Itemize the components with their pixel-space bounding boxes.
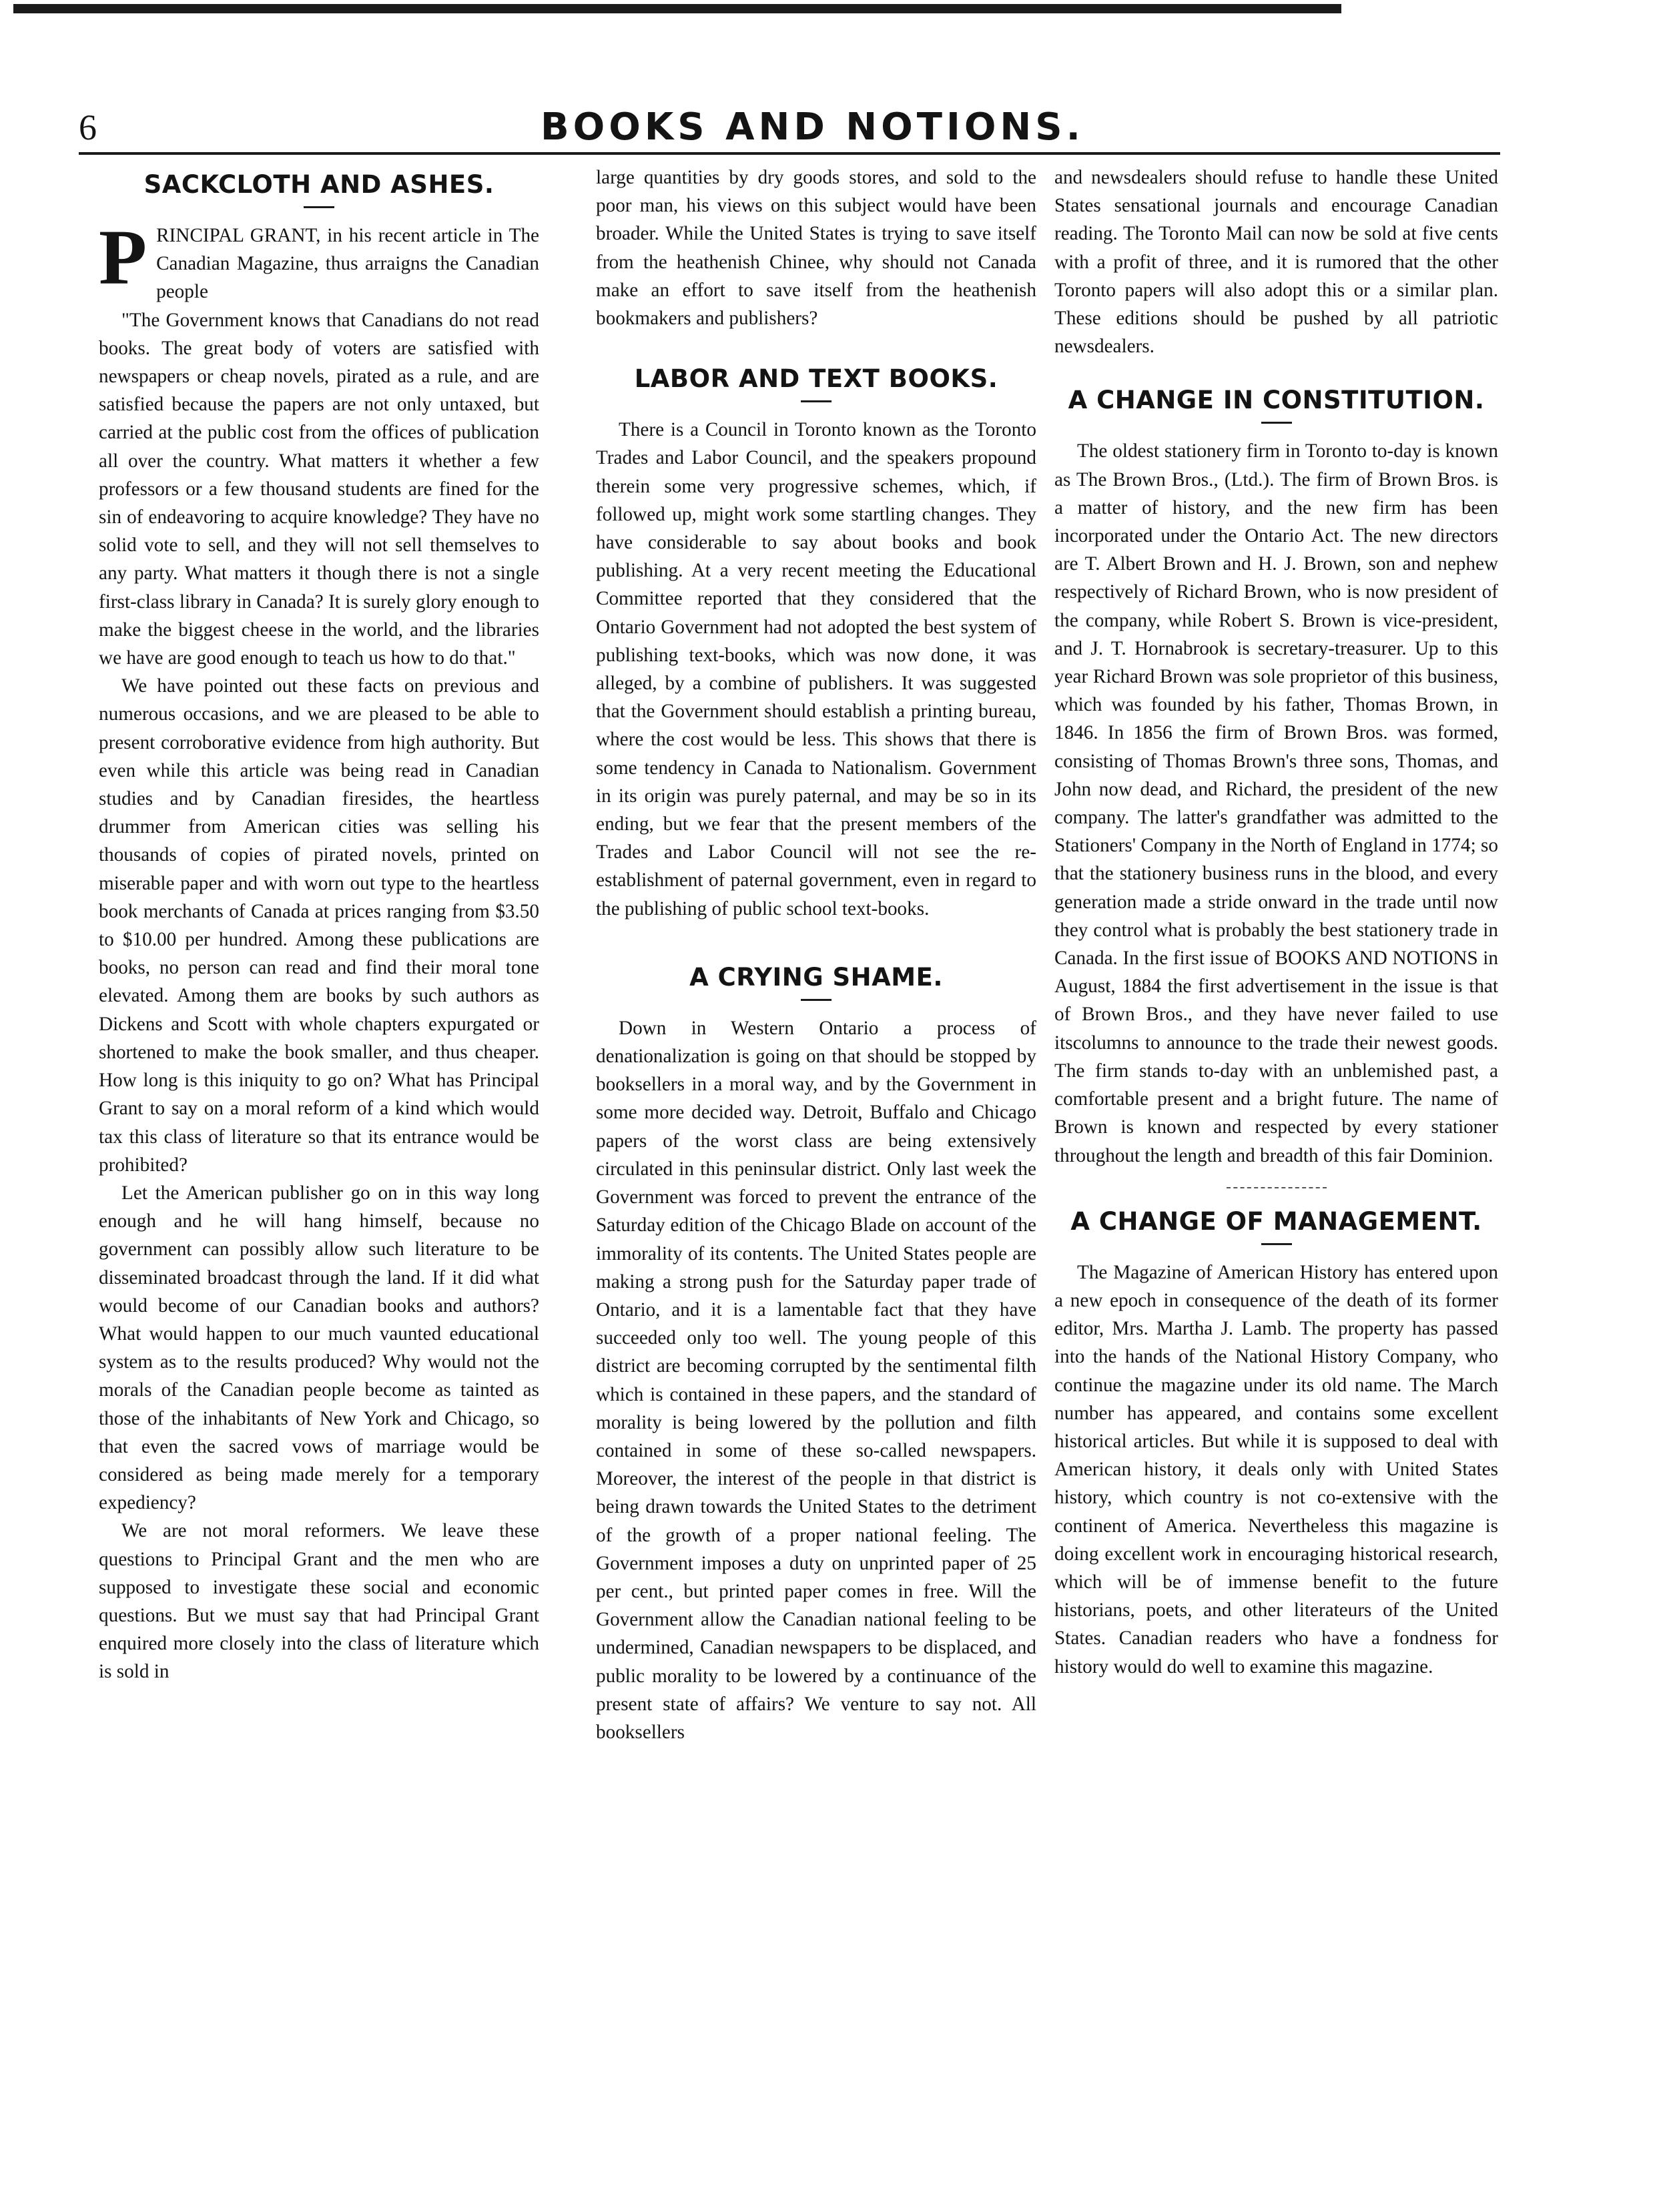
section-separator xyxy=(1227,1187,1327,1188)
article-paragraph: There is a Council in Toronto known as the Toronto Trades and Labor Council, and the speakers propound therein some very progressive schemes, which, if followed up, might work some startling changes. They have considerable to say about books and book publishing. At a very recent meeting the Educational Committee reported that they considered that the Ontario Government had not adopted the best system of publishing text-books, which was now done, it was alleged, by a combine of publishers. It was suggested that the Government should establish a printing bureau, where the cost would be less. This shows that there is some tendency in Canada to Nationalism. Government in its origin was purely paternal, and may be so in its ending, but we fear that the present members of the Trades and Labor Council will not see the re-establishment of paternal government, even in regard to the publishing of public school text-books. xyxy=(596,419,1036,919)
headline-divider xyxy=(801,400,832,402)
drop-cap: P xyxy=(99,214,147,301)
article-paragraph: We have pointed out these facts on previous and numerous occasions, and we are pleased to be able to present corroborative evidence from high authority. But even while this article was being read in Canadian studies and by Canadian firesides, the heartless drummer from American cities was selling his thousands of copies of pirated novels, printed on miserable paper and with worn out type to the heartless book merchants of Canada at prices ranging from $3.50 to $10.00 per hundred. Among these publications are books, no person can read and find their moral tone elevated. Among them are books by such authors as Dickens and Scott with whole chapters expurgated or shortened to make the book smaller, and thus cheaper. How long is this iniquity to go on? What has Principal Grant to say on a moral reform of a kind which would tax this class of literature so that its entrance would be prohibited? xyxy=(99,675,539,1176)
article-paragraph xyxy=(99,214,539,306)
headline-divider xyxy=(1261,422,1292,424)
article-paragraph: The Magazine of American History has entered upon a new epoch in consequence of the death of its former editor, Mrs. Martha J. Lamb. The property has passed into the hands of the National History Company, who continue the magazine under its old name. The March number has appeared, and contains some excellent historical articles. But while it is supposed to deal with American history, it deals only with United States history, which country is not co-extensive with the continent of America. Nevertheless this magazine is doing excellent work in encouraging historical research, which will be of immense benefit to the future historians, poets, and other literateurs of the United States. Canadian readers who have a fondness for history would do well to examine this magazine. xyxy=(1054,1261,1498,1678)
column-3 xyxy=(1054,163,1498,1681)
article-paragraph: Let the American publisher go on in this way long enough and he will hang himself, because no government can possibly allow such literature to be disseminated broadcast through the land. If it did what would become of our Canadian books and authors? What would happen to our much vaunted educational system as to the results produced? Why would not the morals of the Canadian people become as tainted as those of the inhabitants of New York and Chicago, so that even the sacred vows of marriage would be considered as being made merely for a temporary expediency? xyxy=(99,1182,539,1514)
masthead-title: BOOKS AND NOTIONS. xyxy=(541,105,1084,149)
article-paragraph: "The Government knows that Canadians do not read books. The great body of voters are satisfied with newspapers or cheap novels, pirated as a rule, and are satisfied because the papers are not only untaxed, but carried at the public cost from the offices of publication all over the country. What matters it whether a few professors or a few thousand students are fined for the sin of endeavoring to acquire knowledge? They have no solid vote to sell, and they will not sell themselves to any party. What matters it though there is not a single first-class library in Canada? It is surely glory enough to make the biggest cheese in the world, and the libraries we have are good enough to teach us how to do that." xyxy=(99,309,539,669)
article-paragraph: We are not moral reformers. We leave these questions to Principal Grant and the men who are supposed to investigate these social and economic questions. But we must say that had Principal Grant enquired more closely into the class of literature which is sold in xyxy=(99,1520,539,1683)
headline-a-change-of-management: A CHANGE OF MANAGEMENT. xyxy=(1070,1206,1482,1236)
column-1 xyxy=(99,163,539,1686)
paragraph-text: RINCIPAL GRANT, in his recent article in The Canadian Magazine, thus arraigns the Canadian people xyxy=(156,225,539,303)
article-paragraph-continued: large quantities by dry goods stores, and sold to the poor man, his views on this subject would have been broader. While the United States is trying to save itself from the heathenish Chinee, why should not Canada make an effort to save itself from the heathenish bookmakers and publishers? xyxy=(596,167,1036,330)
article-paragraph: The oldest stationery firm in Toronto to-day is known as The Brown Bros., (Ltd.). The firm of Brown Bros. is a matter of history, and the new firm has been incorporated under the Ontario Act. The new directors are T. Albert Brown and H. J. Brown, son and nephew respectively of Richard Brown, who is now president of the company, while Robert S. Brown is vice-president, and J. T. Hornabrook is secretary-treasurer. Up to this year Richard Brown was sole proprietor of this business, which was founded by his father, Thomas Brown, in 1846. In 1856 the firm of Brown Bros. was formed, consisting of Thomas Brown's three sons, Thomas, and John now dead, and Richard, the president of the new company. The latter's grandfather was admitted to the Stationers' Company in the North of England in 1774; so that the stationery business runs in the blood, and every generation made a stride onward in the trade until now they control what is probably the best stationery trade in Canada. In the first issue of BOOKS AND NOTIONS in August, 1884 the first advertisement in the issue is that of Brown Bros., and they have never failed to use itscolumns to announce to the trade their newest goods. The firm stands to-day with an unblemished past, a comfortable present and a bright future. The name of Brown is known and respected by every stationer throughout the length and breadth of this fair Dominion. xyxy=(1054,440,1498,1166)
headline-divider xyxy=(1261,1243,1292,1245)
column-2 xyxy=(596,163,1036,1746)
headline-a-change-in-constitution: A CHANGE IN CONSTITUTION. xyxy=(1068,386,1485,415)
article-paragraph: Down in Western Ontario a process of denationalization is going on that should be stopped by booksellers in a moral way, and by the Government in some more decided way. Detroit, Buffalo and Chicago papers of the worst class are being extensively circulated in this peninsular district. Only last week the Government was forced to prevent the entrance of the Saturday edition of the Chicago Blade on account of the immorality of its contents. The United States people are making a strong push for the Saturday paper trade of Ontario, and it is a lamentable fact that they have succeeded only too well. The young people of this district are becoming corrupted by the sentimental filth which is contained in these papers, and the standard of morality is being lowered by the pollution and filth contained in some of these so-called newspapers. Moreover, the interest of the people in that district is being drawn towards the United States to the detriment of the growth of a proper national feeling. The Government imposes a duty on unprinted paper of 25 per cent., but printed paper comes in free. Will the Government allow the Canadian national feeling to be undermined, Canadian newspapers to be displaced, and public morality to be lowered by a continuance of the present state of affairs? We venture to say not. All booksellers xyxy=(596,1017,1036,1743)
headline-a-crying-shame: A CRYING SHAME. xyxy=(689,962,943,992)
headline-divider xyxy=(304,206,334,208)
page-number: 6 xyxy=(79,107,97,147)
top-border-rule xyxy=(13,4,1341,13)
headline-divider xyxy=(801,999,832,1001)
headline-sackcloth-and-ashes: SACKCLOTH AND ASHES. xyxy=(143,170,494,199)
header-rule xyxy=(79,152,1500,155)
article-paragraph-continued: and newsdealers should refuse to handle these United States sensational journals and encourage Canadian reading. The Toronto Mail can now be sold at five cents with a profit of three, and it is rumored that the other Toronto papers will also adopt this or a similar plan. These editions should be pushed by all patriotic newsdealers. xyxy=(1054,167,1498,358)
headline-labor-and-text-books: LABOR AND TEXT BOOKS. xyxy=(634,364,998,394)
